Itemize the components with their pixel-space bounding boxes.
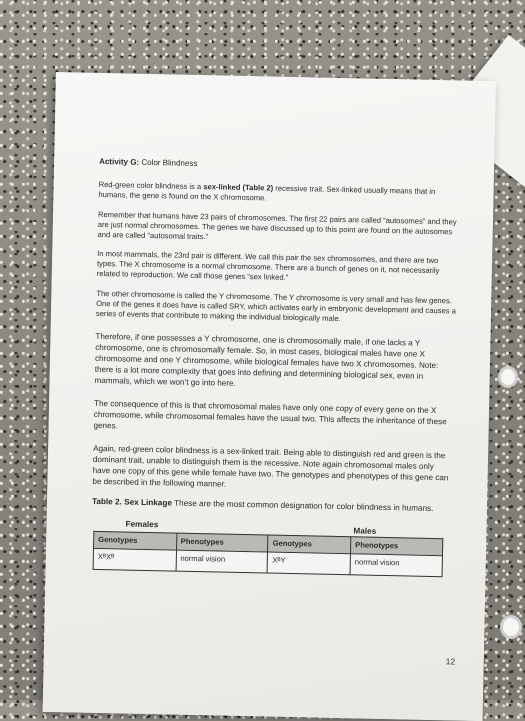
activity-title-prefix: Activity G: [99,156,140,167]
paragraph-1-text-a: Red-green color blindness is a [98,179,204,192]
sex-linkage-table [93,531,444,577]
header-female-phenotypes: Phenotypes [176,533,268,552]
desk-ring-mark [498,366,518,388]
header-male-phenotypes: Phenotypes [350,537,442,556]
header-male-genotypes: Genotypes [268,535,351,554]
worksheet-content [91,157,460,577]
paragraph-chromosomal-sex: Therefore, if one possesses a Y chromosome, one is chromosomally male, if one lacks a Y chromosome, one is chromosomally female. So, in most cases, biological males have one X chromosome and one Y chromosome, while biological females have two X chromosomes. Note: there is a lot more complexity that goes into defining and determining biological sex, even in mammals, which we won’t go into here. [94,331,439,388]
paragraph-color-blindness: Again, red-green color blindness is a sex-linked trait. Being able to distinguish red and green is the dominant trait, unable to distinguish them is the recessive. Note again chromosomal males only have one copy of this gene while female have two. The genotypes and phenotypes of this gene can be described in the following manner. [92,443,449,489]
female-phenotype-cell: normal vision [176,550,268,573]
female-genotype-cell: XᴮXᴮ [93,548,176,571]
females-label: Females [125,519,159,530]
paragraph-y-chromosome: The other chromosome is called the Y chromosome. The Y chromosome is very small and has few genes. One of the genes it does have is called SRY, which activates early in embryonic development and causes a series of events that contribute to making the individual biologically male. [95,289,456,323]
activity-title-rest: Color Blindness [139,157,198,168]
header-female-genotypes: Genotypes [94,531,177,550]
paragraph-1-bold: sex-linked (Table 2) [203,182,274,193]
male-phenotype-cell: normal vision [350,553,442,576]
paragraph-sex-chromosomes: In most mammals, the 23rd pair is different. We call this pair the sex chromosomes, and there are two types. The X chromosome is a normal chromosome. There are a bunch of genes on it, not necessarily related to reproduction. We call those genes “sex linked.” [96,249,440,283]
paragraph-autosomes: Remember that humans have 23 pairs of chromosomes. The first 22 pairs are called “autosomes” and they are just normal chromosomes. The genes we have discussed up to this point are found on the autosomes and are called “autosomal traits.” [97,209,457,241]
activity-title [99,157,459,174]
page-number: 12 [445,656,456,667]
table-caption-label: Table 2. Sex Linkage [91,496,173,508]
paragraph-sex-linked [98,180,458,207]
paragraph-1-text-b: recessive trait. Sex-linked usually means that in humans, the gene is found on the X chromosome. [98,183,436,203]
worksheet-page [43,72,496,721]
males-label: Males [353,526,377,536]
desk-ring-mark-2 [500,615,522,639]
male-genotype-cell: XᴮY [268,552,351,575]
table-caption-text: These are the most common designation for color blindness in humans. [171,498,434,513]
table-caption [92,497,452,514]
paragraph-consequence: The consequence of this is that chromosomal males have only one copy of every gene on the X chromosome, while chromosomal females have the usual two. This affects the inheritance of these genes. [93,398,447,431]
